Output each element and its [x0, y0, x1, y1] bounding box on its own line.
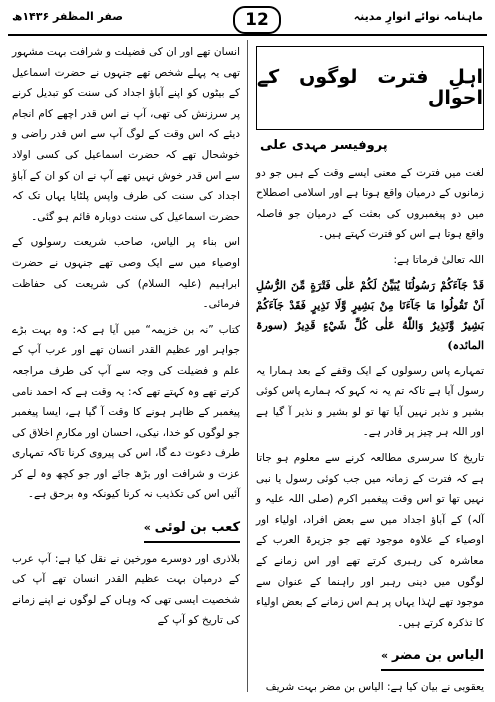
- column-divider: [247, 40, 248, 692]
- paragraph: بلاذری اور دوسرے مورخین نے نقل کیا ہے: آپ عرب کے درمیان بہت عظیم القدر انسان تھے آپ کی شخصیت ایسی تھی کہ وہاں کے لوگوں نے اپنے زمانے کی تاریخ کو آپ کے: [12, 552, 240, 627]
- paragraph: انسان تھے اور ان کی فضیلت و شرافت بہت مشہور تھی یہ پہلے شخص تھے جنہوں نے حضرت اسماعیل کے بیٹوں کو اپنے آباؤ اجداد کی سنت کو تبدیل کرنے پر سرزنش کی تھی، آپ نے اس قدر اچھے کام انجام دیئے کہ اس وقت کے لوگ آپ سے اس قدر راضی و خوشحال تھے کہ حضرت اسماعیل کی کسی اولاد سے اس قدر خوش نہیں تھے آپ نے ان کو ان کے آباؤ اجداد کی سنت کی طرف واپس پلٹایا یہاں تک کہ حضرت اسماعیل کی سنت دوبارہ قائم ہو گئی۔: [12, 46, 240, 223]
- page-header: [8, 6, 487, 36]
- page-number-badge: 12: [233, 6, 281, 34]
- header-magazine-name: ماہنامہ نوائے انوارِ مدینہ: [353, 10, 483, 23]
- article-title: اہلِ فترت لوگوں کے احوال: [256, 46, 484, 130]
- header-date: صفر المظفر ۱۴۳۶ھ: [12, 10, 123, 23]
- section-heading: کعب بن لوئی »: [144, 518, 240, 543]
- paragraph: کتاب ”نہ بن خزیمہ“ میں آیا ہے کہ: وہ بہت بڑے جواہر اور عظیم القدر انسان تھے اور عرب آپ کے علم و فضیلت کی وجہ سے آپ کی طرف مراجعہ کرتے تھے وہ کہتے تھے کہ: یہ وقت ہے کہ احمد نامی پیغمبر کے ظاہر ہونے کا وقت آ گیا ہے، ایسا پیغمبر جو لوگوں کو خدا، نیکی، احسان اور مکارمِ اخلاق کی طرف دعوت دے گا، اس کی پیروی کرنا تاکہ تمہاری عزت و شرافت اور بڑھ جائے اور جو کچھ وہ لے کر آئیں اس کی تکذیب نہ کرنا کیونکہ وہ برحق ہے۔: [12, 323, 240, 501]
- paragraph: اس بناء پر الیاس، صاحب شریعت رسولوں کے اوصیاء میں سے ایک وصی تھے جنہوں نے حضرت ابراہیم (علیہ السلام) کی شریعت کی حفاظت فرمائی۔: [12, 236, 240, 311]
- paragraph: اللہ تعالیٰ فرماتا ہے:: [393, 253, 484, 266]
- article-author: پروفیسر مہدی علی: [260, 138, 388, 153]
- section-heading: الیاس بن مضر »: [381, 646, 484, 671]
- paragraph: لغت میں فترت کے معنی ایسے وقت کے ہیں جو دو زمانوں کے درمیان واقع ہوتا ہے اور اسلامی اصطلاح میں دو پیغمبروں کی بعثت کے درمیان جو فاصلہ واقع ہوتا ہے اس کو فترت کہتے ہیں۔: [256, 166, 484, 241]
- quran-verse: قَدْ جَآءَكُمْ رَسُولُنَا يُبَيِّنُ لَكُمْ عَلٰى فَتْرَةٍ مِّنَ الرُّسُلِ اَنْ تَقُولُوا مَا جَآءَنَا مِنْ بَشِيرٍ وَّلَا نَذِيرٍ فَقَدْ جَآءَكُمْ بَشِيرٌ وَّنَذِيرٌ وَاللّٰهُ عَلٰى كُلِّ شَيْءٍ قَدِيرٌ (سورۃ المائدہ): [256, 278, 484, 352]
- right-column: [256, 42, 484, 702]
- paragraph: تمہارے پاس رسولوں کے ایک وقفے کے بعد ہمارا یہ رسول آیا ہے تاکہ تم یہ نہ کہو کہ ہمارے پاس کوئی بشیر و نذیر نہیں آیا تھا تو لو بشیر و نذیر آ گیا ہے اور اللہ ہر چیز پر قادر ہے۔: [256, 364, 484, 439]
- paragraph: تاریخ کا سرسری مطالعہ کرنے سے معلوم ہو جاتا ہے کہ فترت کے زمانہ میں جب کوئی رسول یا نبی نہیں تھا تو اس وقت پیغمبر اکرم (صلی اللہ علیہ و آلہ) کے آباؤ اجداد میں سے بعض افراد، اولیاء اور اوصیاء کے علاوہ موجود تھے جو جزیرۃ العرب کے معاشرہ کی رہبری کرتے تھے اور اس زمانے کے لوگوں میں دینی رہبر اور راہنما کے عنوان سے موجود تھے لہٰذا یہاں پر ہم اس زمانے کے بعض اولیاء کا تذکرہ کرتے ہیں۔: [256, 451, 484, 629]
- paragraph: یعقوبی نے بیان کیا ہے: الیاس بن مضر بہت شریف: [265, 680, 484, 693]
- left-column: [12, 42, 240, 636]
